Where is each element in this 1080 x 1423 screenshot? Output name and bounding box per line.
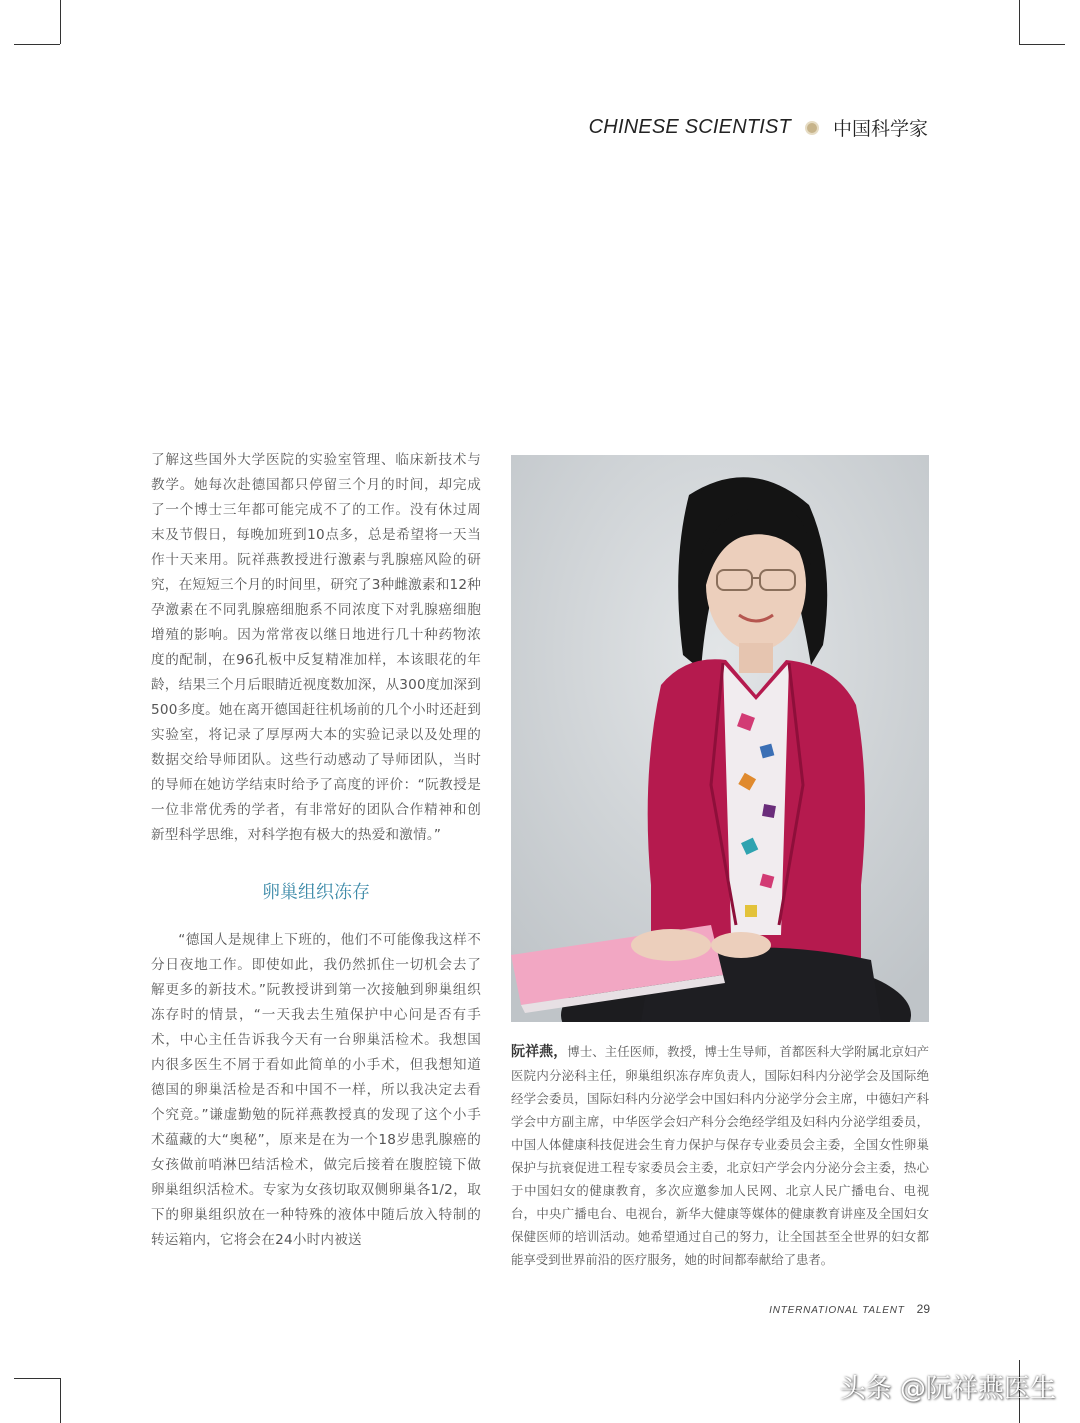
crop-mark-top-left-v: [60, 0, 61, 44]
header-english-title: CHINESE SCIENTIST: [588, 116, 791, 138]
crop-mark-top-left-h: [14, 44, 60, 45]
page-footer: [769, 1302, 930, 1316]
photo-caption: [511, 1040, 929, 1271]
footer-magazine-name: INTERNATIONAL TALENT: [769, 1305, 905, 1316]
caption-name: 阮祥燕，: [511, 1044, 568, 1060]
article-paragraph-1: 了解这些国外大学医院的实验室管理、临床新技术与教学。她每次赴德国都只停留三个月的时间，却完成了一个博士三年都可能完成不了的工作。没有休过周末及节假日，每晚加班到10点多，总是希望将一天当作十天来用。阮祥燕教授进行激素与乳腺癌风险的研究，在短短三个月的时间里，研究了3种雌激素和12种孕激素在不同乳腺癌细胞系不同浓度下对乳腺癌细胞增殖的影响。因为常常夜以继日地进行几十种药物浓度的配制，在96孔板中反复精准加样，本该眼花的年龄，结果三个月后眼睛近视度数加深，从300度加深到500多度。她在离开德国赶往机场前的几个小时还赶到实验室，将记录了厚厚两大本的实验记录以及处理的数据交给导师团队。这些行动感动了导师团队，当时的导师在她访学结束时给予了高度的评价：“阮教授是一位非常优秀的学者，有非常好的团队合作精神和创新型科学思维，对科学抱有极大的热爱和激情。”: [151, 452, 482, 843]
header-dot-icon: [805, 121, 819, 135]
section-title: 卵巢组织冻存: [262, 882, 370, 903]
crop-mark-bottom-left-h: [14, 1378, 60, 1379]
watermark: 头条 @阮祥燕医生: [839, 1374, 1056, 1404]
page-header: [589, 114, 928, 141]
portrait-photo: [511, 455, 929, 1022]
article-paragraph-2: “德国人是规律上下班的，他们不可能像我这样不分日夜地工作。即使如此，我仍然抓住一切机会去了解更多的新技术。”阮教授讲到第一次接触到卵巢组织冻存时的情景，“一天我去生殖保护中心问是否有手术，中心主任告诉我今天有一台卵巢活检术。我想国内很多医生不屑于看如此简单的小手术，但我想知道德国的卵巢活检是否和中国不一样，所以我决定去看个究竟。”谦虚勤勉的阮祥燕教授真的发现了这个小手术蕴藏的大“奥秘”，原来是在为一个18岁患乳腺癌的女孩做前哨淋巴结活检术，做完后接着在腹腔镜下做卵巢组织活检术。专家为女孩切取双侧卵巢各1/2，取下的卵巢组织放在一种特殊的液体中随后放入特制的转运箱内，它将会在24小时内被送: [151, 932, 481, 1248]
crop-mark-top-right-h: [1019, 44, 1065, 45]
portrait-illustration: [511, 455, 929, 1022]
crop-mark-top-right-v: [1019, 0, 1020, 44]
caption-bio: 博士、主任医师，教授，博士生导师，首都医科大学附属北京妇产医院内分泌科主任，卵巢组织冻存库负责人，国际妇科内分泌学会及国际绝经学会委员，国际妇科内分泌学会中国妇科内分泌学分会主席，中德妇产科学会中方副主席，中华医学会妇产科分会绝经学组及妇科内分泌学组委员，中国人体健康科技促进会生育力保护与保存专业委员会主委，全国女性卵巢保护与抗衰促进工程专家委员会主委，北京妇产学会内分泌分会主委，热心于中国妇女的健康教育，多次应邀参加人民网、北京人民广播电台、电视台，中央广播电台、电视台，新华大健康等媒体的健康教育讲座及全国妇女保健医师的培训活动。她希望通过自己的努力，让全国甚至全世界的妇女都能享受到世界前沿的医疗服务，她的时间都奉献给了患者。: [511, 1044, 930, 1267]
header-chinese-title: 中国科学家: [832, 118, 928, 140]
crop-mark-bottom-left-v: [60, 1378, 61, 1423]
article-column: [151, 448, 481, 1253]
blouse-shape: [723, 663, 789, 935]
footer-page-number: 29: [916, 1302, 930, 1316]
